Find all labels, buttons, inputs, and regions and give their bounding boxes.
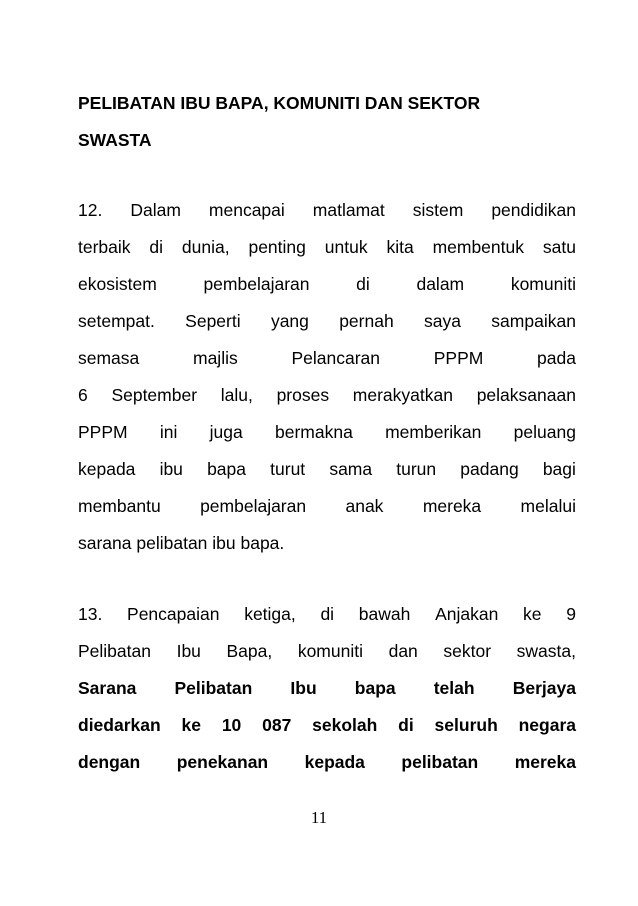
heading-line-1: PELIBATAN IBU BAPA, KOMUNITI DAN SEKTOR (78, 93, 481, 113)
section-heading (78, 85, 576, 159)
paragraph-line: membantu pembelajaran anak mereka melalui (78, 496, 576, 516)
paragraph-line-bold: Sarana Pelibatan Ibu bapa telah Berjaya (78, 678, 576, 698)
paragraph-line: PPPM ini juga bermakna memberikan peluang (78, 422, 576, 442)
paragraph-line: sarana pelibatan ibu bapa. (78, 533, 285, 553)
paragraph-line: 12. Dalam mencapai matlamat sistem pendidikan (78, 200, 576, 220)
paragraph-line: semasa majlis Pelancaran PPPM pada (78, 348, 576, 368)
page-number: 11 (310, 808, 328, 827)
paragraph-line: kepada ibu bapa turut sama turun padang bagi (78, 459, 576, 479)
paragraph-line: Pelibatan Ibu Bapa, komuniti dan sektor swasta, (78, 641, 576, 661)
paragraph-line: terbaik di dunia, penting untuk kita membentuk satu (78, 237, 576, 257)
paragraph-line-bold: diedarkan ke 10 087 sekolah di seluruh negara (78, 715, 576, 735)
heading-line-2: SWASTA (78, 130, 152, 150)
paragraph-12 (78, 192, 576, 562)
paragraph-line: 13. Pencapaian ketiga, di bawah Anjakan ke 9 (78, 604, 576, 624)
paragraph-line-bold: dengan penekanan kepada pelibatan mereka (78, 752, 576, 772)
paragraph-line: ekosistem pembelajaran di dalam komuniti (78, 274, 576, 294)
paragraph-line: setempat. Seperti yang pernah saya sampaikan (78, 311, 576, 331)
paragraph-line: 6 September lalu, proses merakyatkan pelaksanaan (78, 385, 576, 405)
paragraph-13 (78, 596, 576, 781)
